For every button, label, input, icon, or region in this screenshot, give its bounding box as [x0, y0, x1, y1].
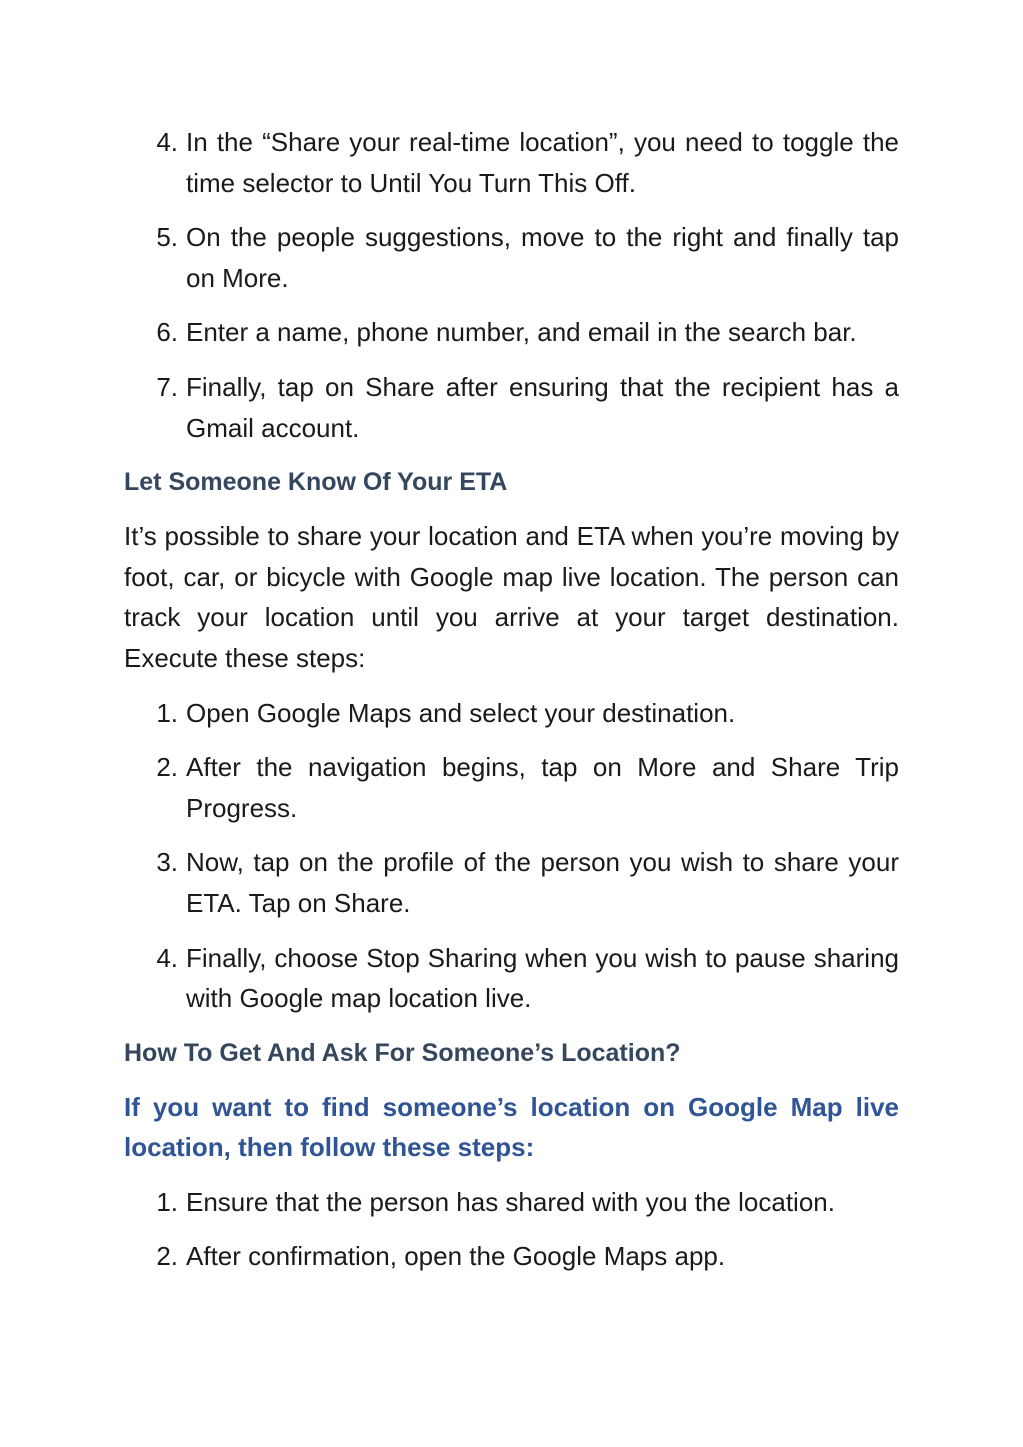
list-item [124, 747, 899, 828]
list-item-text: After confirmation, open the Google Maps app. [186, 1241, 726, 1272]
list-item-text: Open Google Maps and select your destination. [186, 697, 736, 728]
list-item-number: 1. [156, 697, 178, 728]
list-item [124, 312, 899, 353]
list-item [124, 938, 899, 1019]
list-item-number: 2. [156, 1241, 178, 1272]
eta-steps-list [124, 693, 899, 1019]
list-item-text: Finally, choose Stop Sharing when you wish to pause sharing with Google map location live. [186, 942, 899, 1014]
list-item [124, 122, 899, 203]
list-item-text: Enter a name, phone number, and email in the search bar. [186, 317, 857, 348]
list-item-text: On the people suggestions, move to the right and finally tap on More. [186, 222, 899, 293]
list-item-number: 1. [156, 1186, 178, 1217]
share-steps-list [124, 122, 899, 448]
list-item [124, 1182, 899, 1223]
list-item-text: Now, tap on the profile of the person you wish to share your ETA. Tap on Share. [186, 847, 899, 918]
list-item-number: 5. [156, 222, 178, 253]
list-item [124, 842, 899, 923]
list-item-number: 3. [156, 847, 178, 878]
list-item [124, 217, 899, 298]
list-item-text: Ensure that the person has shared with you the location. [186, 1186, 835, 1217]
list-item-number: 6. [156, 317, 178, 348]
ask-location-subheading: If you want to find someone’s location on Google Map live location, then follow these steps: [124, 1091, 899, 1163]
eta-section-heading: Let Someone Know Of Your ETA [124, 468, 508, 497]
list-item-number: 4. [156, 942, 178, 973]
eta-intro-paragraph: It’s possible to share your location and ETA when you’re moving by foot, car, or bicycle with Google map live location. The person can track your location until you arrive at your target destination. Execute these steps: [124, 521, 899, 673]
document-page [124, 122, 899, 1291]
list-item-text: In the “Share your real-time location”, you need to toggle the time selector to Until You Turn This Off. [186, 127, 899, 198]
ask-steps-list [124, 1182, 899, 1277]
list-item-number: 4. [156, 127, 178, 157]
list-item-number: 7. [156, 371, 178, 402]
list-item [124, 367, 899, 448]
list-item [124, 1236, 899, 1277]
list-item-number: 2. [156, 752, 178, 783]
ask-location-heading: How To Get And Ask For Someone’s Location? [124, 1038, 681, 1067]
list-item [124, 693, 899, 734]
list-item-text: Finally, tap on Share after ensuring that the recipient has a Gmail account. [186, 371, 899, 443]
list-item-text: After the navigation begins, tap on More and Share Trip Progress. [186, 752, 899, 823]
